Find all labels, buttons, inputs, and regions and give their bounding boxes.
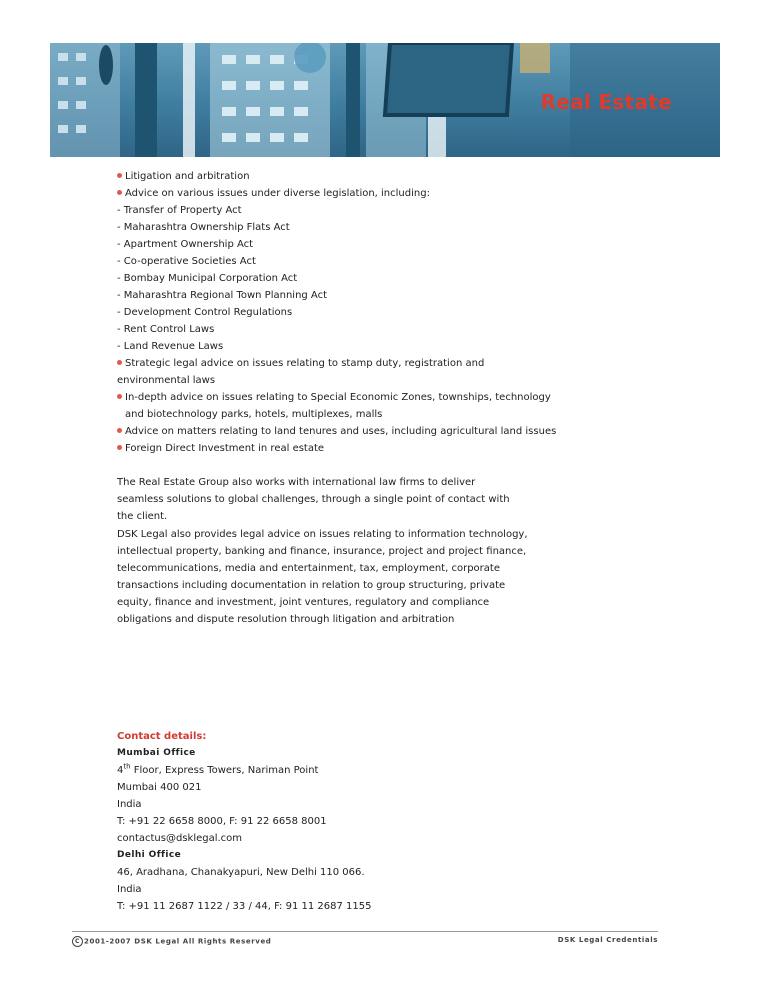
list-item: - Apartment Ownership Act bbox=[117, 239, 254, 250]
list-item: In-depth advice on issues relating to Special Economic Zones, townships, technology bbox=[117, 389, 547, 406]
paragraph-dsk-services: DSK Legal also provides legal advice on issues relating to information technology, intellectual property, banking and finance, insurance, project and project finance, telecommunications, media and entertainment, tax, employment, corporate transactions including documentation in relation to group structuring, private equity, finance and investment, joint ventures, regulatory and compliance obligations and dispute resolution through litigation and arbitration bbox=[117, 529, 528, 625]
services-list bbox=[117, 168, 557, 457]
mumbai-office-heading: Mumbai Office bbox=[117, 748, 196, 758]
list-item: Advice on matters relating to land tenures and uses, including agricultural land issues bbox=[117, 423, 547, 440]
mumbai-address-line1: 4th Floor, Express Towers, Nariman Point bbox=[117, 762, 319, 776]
delhi-phone: T: +91 11 2687 1122 / 33 / 44, F: 91 11 2687 1155 bbox=[117, 901, 372, 912]
delhi-office-heading: Delhi Office bbox=[117, 850, 182, 860]
footer-copyright: C 2001-2007 DSK Legal All Rights Reserved bbox=[72, 936, 271, 947]
contact-title: Contact details: bbox=[117, 731, 207, 742]
contact-details bbox=[117, 728, 547, 915]
paragraph-real-estate-group: The Real Estate Group also works with international law firms to deliver seamless solutions to global challenges, through a single point of contact with the client. bbox=[117, 477, 510, 522]
list-item: Advice on various issues under diverse legislation, including: bbox=[117, 185, 547, 202]
list-item: - Maharashtra Ownership Flats Act bbox=[117, 222, 290, 233]
list-item: Foreign Direct Investment in real estate bbox=[117, 440, 547, 457]
mumbai-country: India bbox=[117, 799, 142, 810]
list-item: - Rent Control Laws bbox=[117, 324, 215, 335]
bullet-icon bbox=[117, 428, 122, 433]
list-item: - Maharashtra Regional Town Planning Act bbox=[117, 290, 328, 301]
delhi-country: India bbox=[117, 884, 142, 895]
footer-credentials: DSK Legal Credentials bbox=[557, 936, 658, 944]
page-title: Real Estate bbox=[540, 90, 672, 114]
list-item: - Transfer of Property Act bbox=[117, 205, 242, 216]
list-item: Strategic legal advice on issues relating to stamp duty, registration and bbox=[117, 355, 547, 372]
bullet-icon bbox=[117, 394, 122, 399]
mumbai-phone: T: +91 22 6658 8000, F: 91 22 6658 8001 bbox=[117, 816, 327, 827]
list-item: Litigation and arbitration bbox=[117, 168, 547, 185]
bullet-icon bbox=[117, 360, 122, 365]
delhi-address: 46, Aradhana, Chanakyapuri, New Delhi 110 066. bbox=[117, 867, 365, 878]
mumbai-city: Mumbai 400 021 bbox=[117, 782, 202, 793]
list-item: - Development Control Regulations bbox=[117, 307, 293, 318]
list-item: environmental laws bbox=[117, 375, 216, 386]
bullet-icon bbox=[117, 173, 122, 178]
copyright-icon: C bbox=[72, 936, 83, 947]
list-item: - Land Revenue Laws bbox=[117, 341, 224, 352]
list-item: - Bombay Municipal Corporation Act bbox=[117, 273, 298, 284]
contact-email[interactable]: contactus@dsklegal.com bbox=[117, 833, 243, 844]
bullet-icon bbox=[117, 445, 122, 450]
list-item: - Co-operative Societies Act bbox=[117, 256, 256, 267]
header-banner bbox=[50, 43, 720, 157]
bullet-icon bbox=[117, 190, 122, 195]
list-item: and biotechnology parks, hotels, multiplexes, malls bbox=[125, 409, 383, 420]
footer-divider bbox=[72, 931, 658, 932]
